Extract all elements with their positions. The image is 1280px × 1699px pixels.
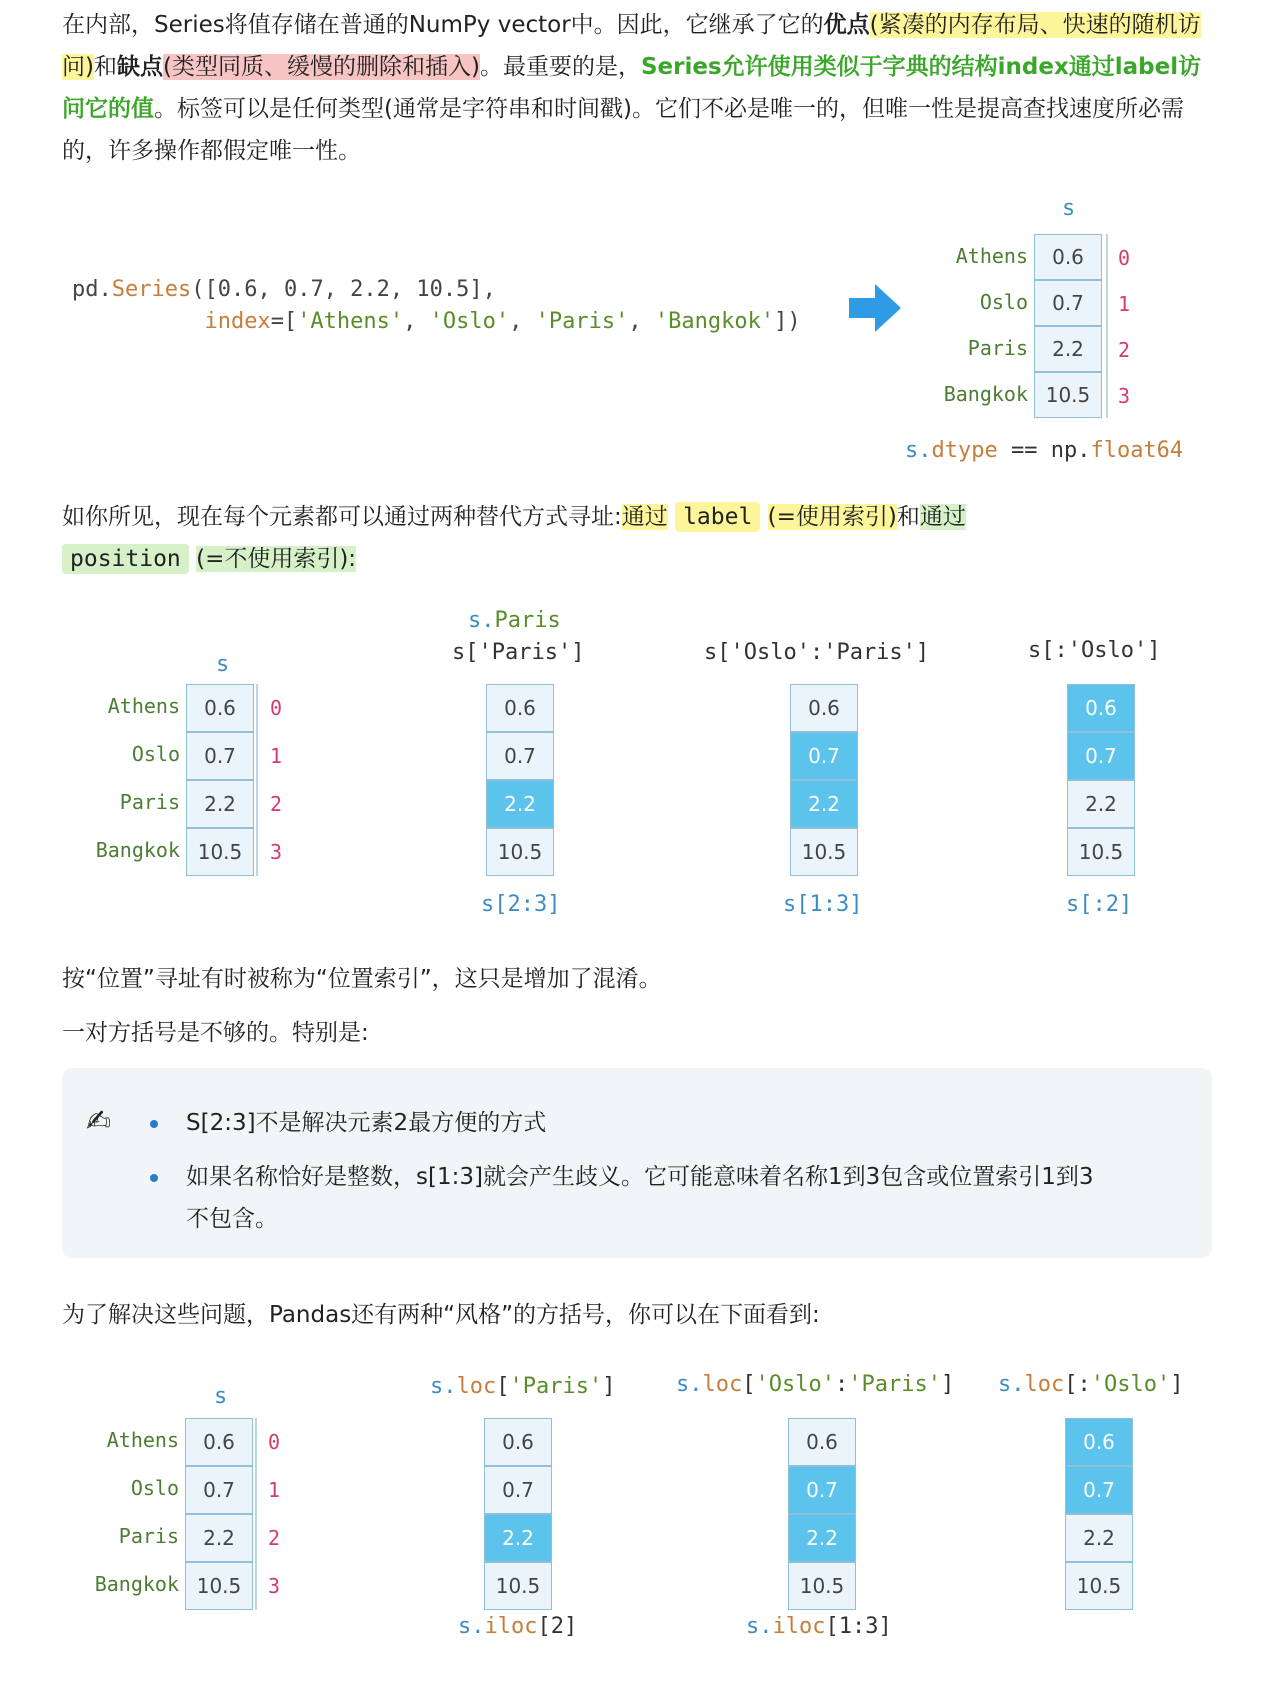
diagram2-col4-cell: 0.6 <box>1065 1418 1133 1466</box>
position-code: position <box>62 544 189 574</box>
diagram1-base-cell: 2.2 <box>186 780 254 828</box>
disadvantages-detail: (类型同质、缓慢的删除和插入) <box>162 54 480 80</box>
diagram2-bottom-3: s.iloc[1:3] <box>746 1614 892 1639</box>
diagram1-base-position: 3 <box>270 840 283 864</box>
diagram2-title-3: s.loc['Oslo':'Paris'] <box>676 1372 955 1397</box>
diagram2-bottom-2: s.iloc[2] <box>458 1614 578 1639</box>
diagram1-title-4: s[:'Oslo'] <box>1028 638 1161 663</box>
divider-line <box>1106 234 1108 418</box>
code-block <box>72 274 801 338</box>
diagram2-base-cell: 0.7 <box>185 1466 253 1514</box>
diagram1-bottom-2: s[2:3] <box>481 892 561 917</box>
with-index-text: (=使用索引) <box>767 504 897 530</box>
note-box <box>62 1068 1212 1258</box>
code-token: Series <box>111 277 192 302</box>
diagram2-col4-cell: 2.2 <box>1065 1514 1133 1562</box>
diagram1-base-label: Athens <box>107 694 180 718</box>
diagram2-base-position: 1 <box>268 1478 281 1502</box>
code-token: ]) <box>774 309 801 334</box>
series-main-label: Bangkok <box>943 382 1028 406</box>
diagram1-bottom-3: s[1:3] <box>783 892 863 917</box>
series-main-label: Paris <box>967 336 1028 360</box>
diagram1-col2-cell: 2.2 <box>486 780 554 828</box>
series-main-cell: 0.6 <box>1034 234 1102 280</box>
bullet-icon <box>150 1174 158 1182</box>
diagram1-title-3: s['Oslo':'Paris'] <box>704 640 930 665</box>
diagram1-col3-cell: 0.6 <box>790 684 858 732</box>
diagram2-col3-cell: 0.6 <box>788 1418 856 1466</box>
diagram1-base-label: Paris <box>119 790 180 814</box>
diagram2-title-2: s.loc['Paris'] <box>430 1374 616 1399</box>
code-token: ([0.6, 0.7, 2.2, 10.5], <box>191 277 496 302</box>
label-code: label <box>675 502 760 532</box>
series-name: s <box>1062 196 1076 221</box>
diagram2-col2-cell: 0.6 <box>484 1418 552 1466</box>
diagram1-col2-cell: 10.5 <box>486 828 554 876</box>
diagram2-base-cell: 10.5 <box>185 1562 253 1610</box>
index-highlight: Series允许使用类似于字典的结构index通过label访问它的值 <box>62 54 1202 122</box>
divider-line <box>256 684 258 876</box>
code-token: 'Paris' <box>535 309 629 334</box>
intro-text-2: 。最重要的是， <box>479 54 641 80</box>
diagram1-title-2a: s.Paris <box>468 608 561 633</box>
diagram2-col2-cell: 0.7 <box>484 1466 552 1514</box>
diagram1-col4-cell: 2.2 <box>1067 780 1135 828</box>
diagram1-base-position: 2 <box>270 792 283 816</box>
code-token: , <box>509 309 536 334</box>
code-token: , <box>403 309 430 334</box>
series-main-label: Athens <box>955 244 1028 268</box>
diagram2-col3-cell: 2.2 <box>788 1514 856 1562</box>
diagram1-col2-cell: 0.6 <box>486 684 554 732</box>
series-main-cell: 0.7 <box>1034 280 1102 326</box>
divider-line <box>255 1418 257 1610</box>
diagram2-col3-cell: 0.7 <box>788 1466 856 1514</box>
diagram1-base-label: Bangkok <box>95 838 180 862</box>
series-main-position: 3 <box>1118 384 1131 408</box>
diagram2-base-position: 0 <box>268 1430 281 1454</box>
diagram2-base-position: 3 <box>268 1574 281 1598</box>
diagram1-base-cell: 0.7 <box>186 732 254 780</box>
note-bullet-2: 如果名称恰好是整数，s[1:3]就会产生歧义。它可能意味着名称1到3包含或位置索引1到3 不包含。 <box>150 1156 1190 1240</box>
diagram1-col3-cell: 10.5 <box>790 828 858 876</box>
diagram1-base-position: 1 <box>270 744 283 768</box>
code-token: 'Athens' <box>297 309 404 334</box>
series-name: s <box>214 1384 228 1409</box>
addressing-text: 如你所见，现在每个元素都可以通过两种替代方式寻址: <box>62 504 622 530</box>
dtype-expression: s.dtype == np.float64 <box>905 438 1184 463</box>
brackets-not-enough: 一对方括号是不够的。特别是: <box>62 1020 369 1046</box>
intro-and: 和 <box>93 54 117 80</box>
disadvantages-label: 缺点 <box>116 54 163 80</box>
position-indexing-note: 按“位置”寻址有时被称为“位置索引”，这只是增加了混淆。 <box>62 966 662 992</box>
intro-paragraph <box>62 4 1210 172</box>
diagram2-base-label: Athens <box>106 1428 179 1452</box>
diagram1-base-cell: 0.6 <box>186 684 254 732</box>
writing-hand-icon: ✍ <box>86 1104 112 1139</box>
diagram2-base-cell: 0.6 <box>185 1418 253 1466</box>
addressing-paragraph <box>62 496 1210 580</box>
diagram2-col2-cell: 10.5 <box>484 1562 552 1610</box>
via-position-text: 通过 <box>919 504 966 530</box>
code-token: index <box>204 309 271 334</box>
diagram2-col4-cell: 0.7 <box>1065 1466 1133 1514</box>
diagram2-base-cell: 2.2 <box>185 1514 253 1562</box>
diagram2-base-label: Bangkok <box>94 1572 179 1596</box>
bullet-icon <box>150 1120 158 1128</box>
diagram2-col3-cell: 10.5 <box>788 1562 856 1610</box>
series-main-position: 1 <box>1118 292 1131 316</box>
code-token: pd. <box>72 277 112 302</box>
code-token: , <box>628 309 655 334</box>
diagram2-base-position: 2 <box>268 1526 281 1550</box>
diagram1-base-cell: 10.5 <box>186 828 254 876</box>
diagram2-base-label: Oslo <box>130 1476 179 1500</box>
series-main-position: 2 <box>1118 338 1131 362</box>
without-index-text: (=不使用索引): <box>196 546 357 572</box>
series-main-cell: 10.5 <box>1034 372 1102 418</box>
note-bullet-1: S[2:3]不是解决元素2最方便的方式 <box>150 1102 546 1144</box>
diagram1-col4-cell: 0.6 <box>1067 684 1135 732</box>
diagram1-col3-cell: 0.7 <box>790 732 858 780</box>
diagram2-title-4: s.loc[:'Oslo'] <box>998 1372 1184 1397</box>
diagram1-base-position: 0 <box>270 696 283 720</box>
bracket-styles-paragraph: 为了解决这些问题，Pandas还有两种“风格”的方括号，你可以在下面看到: <box>62 1302 820 1328</box>
intro-text: 在内部，Series将值存储在普通的NumPy vector中。因此，它继承了它的 <box>62 12 824 38</box>
diagram1-bottom-4: s[:2] <box>1066 892 1133 917</box>
series-main-position: 0 <box>1118 246 1131 270</box>
intro-text-3: 。标签可以是任何类型(通常是字符串和时间戳)。它们不必是唯一的，但唯一性是提高查找速度所必需的，许多操作都假定唯一性。 <box>62 96 1184 164</box>
series-main-label: Oslo <box>979 290 1028 314</box>
diagram1-col3-cell: 2.2 <box>790 780 858 828</box>
diagram2-col2-cell: 2.2 <box>484 1514 552 1562</box>
diagram1-base-label: Oslo <box>131 742 180 766</box>
right-arrow-icon <box>847 282 903 334</box>
diagram1-col4-cell: 10.5 <box>1067 828 1135 876</box>
diagram1-title-2b: s['Paris'] <box>452 640 585 665</box>
advantages-label: 优点 <box>823 12 870 38</box>
diagram1-col2-cell: 0.7 <box>486 732 554 780</box>
diagram2-col4-cell: 10.5 <box>1065 1562 1133 1610</box>
via-label-text: 通过 <box>621 504 668 530</box>
code-token: 'Oslo' <box>429 309 510 334</box>
code-token: 'Bangkok' <box>654 309 775 334</box>
series-name: s <box>216 652 230 677</box>
diagram1-col4-cell: 0.7 <box>1067 732 1135 780</box>
series-main-cell: 2.2 <box>1034 326 1102 372</box>
and-text: 和 <box>896 504 920 530</box>
advantages-detail: (紧凑的内存布局、快速的随机访问) <box>62 12 1201 80</box>
diagram2-base-label: Paris <box>118 1524 179 1548</box>
code-token: =[ <box>270 309 298 334</box>
